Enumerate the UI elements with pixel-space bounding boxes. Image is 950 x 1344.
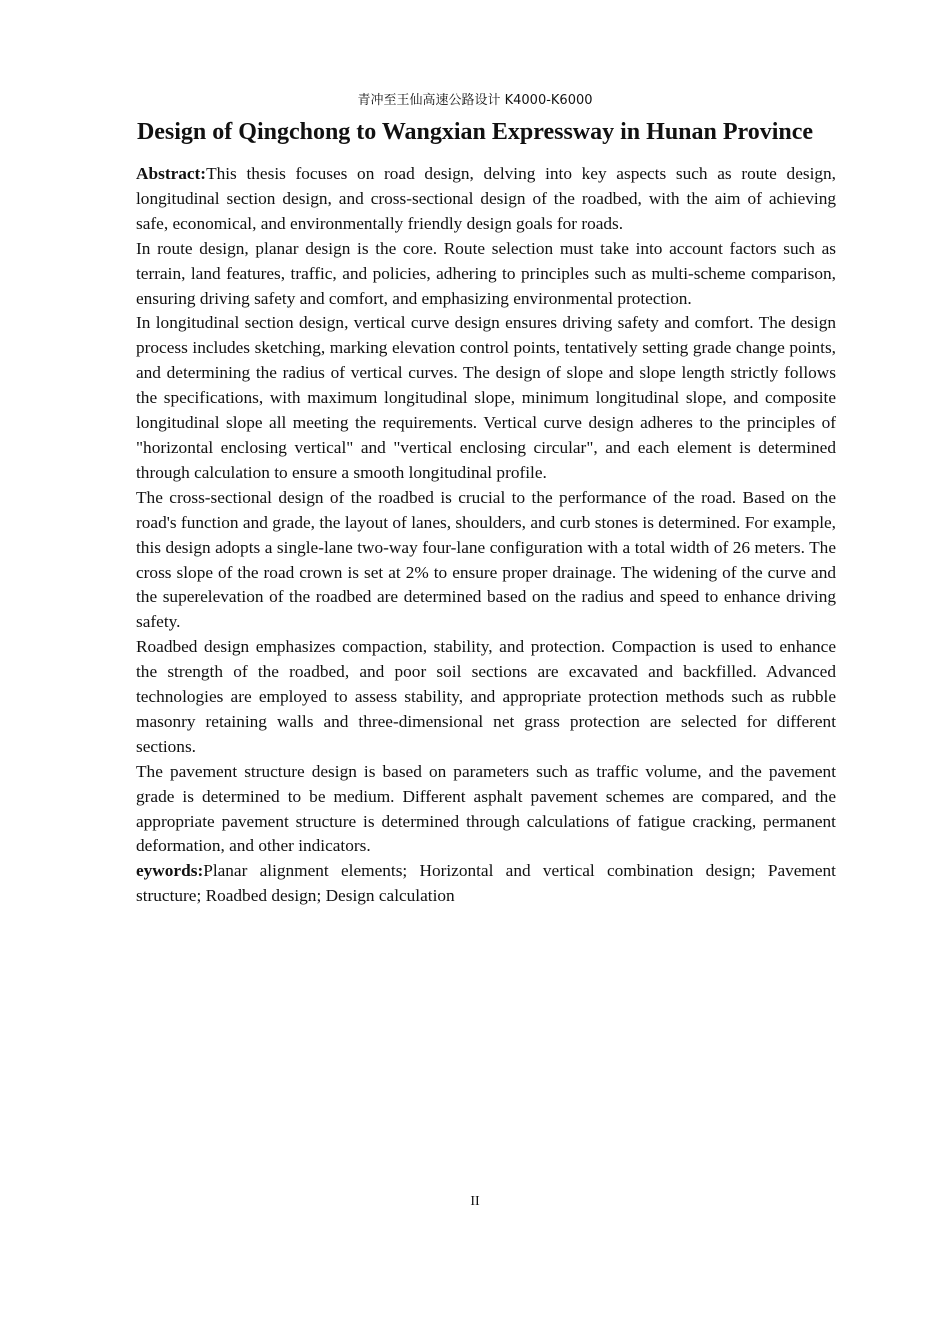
- abstract-first-paragraph-text: This thesis focuses on road design, delving into key aspects such as route design, longitudinal section design, and cross-sectional design of the roadbed, with the aim of achieving safe, economical, and environmentally friendly design goals for roads.: [136, 164, 836, 233]
- cross-section-paragraph: The cross-sectional design of the roadbed is crucial to the performance of the road. Based on the road's function and grade, the layout of lanes, shoulders, and curb stones is determined. For example, this design adopts a single-lane two-way four-lane configuration with a total width of 26 meters. The cross slope of the road crown is set at 2% to ensure proper drainage. The widening of the curve and the superelevation of the roadbed are determined based on the radius and speed to enhance driving safety.: [136, 487, 836, 632]
- keywords-text: Planar alignment elements; Horizontal and vertical combination design; Pavement structure; Roadbed design; Design calculation: [136, 861, 836, 906]
- keywords-label: eywords:: [136, 861, 204, 881]
- abstract-paragraph: [136, 162, 836, 237]
- running-header: 青冲至王仙高速公路设计 K4000-K6000: [357, 93, 593, 108]
- abstract-label: Abstract:: [136, 164, 207, 183]
- pavement-structure-paragraph: The pavement structure design is based on parameters such as traffic volume, and the pavement grade is determined to be medium. Different asphalt pavement schemes are compared, and the appropriate pavement structure is determined through calculations of fatigue cracking, permanent deformation, and other indicators.: [136, 761, 836, 856]
- longitudinal-section-paragraph: In longitudinal section design, vertical curve design ensures driving safety and comfort. The design process includes sketching, marking elevation control points, tentatively setting grade change points, and determining the radius of vertical curves. The design of slope and slope length strictly follows the specifications, with maximum longitudinal slope, minimum longitudinal slope, and composite longitudinal slope all meeting the requirements. Vertical curve design adheres to the principles of "horizontal enclosing vertical" and "vertical enclosing circular", and each element is determined through calculation to ensure a smooth longitudinal profile.: [136, 313, 836, 482]
- keywords-paragraph: [136, 859, 836, 909]
- document-title: Design of Qingchong to Wangxian Expressway in Hunan Province: [136, 119, 814, 145]
- route-design-paragraph: In route design, planar design is the core. Route selection must take into account factors such as terrain, land features, traffic, and policies, adhering to principles such as multi-scheme comparison, ensuring driving safety and comfort, and emphasizing environmental protection.: [136, 238, 836, 308]
- abstract-body: [136, 162, 836, 909]
- roadbed-design-paragraph: Roadbed design emphasizes compaction, stability, and protection. Compaction is used to enhance the strength of the roadbed, and poor soil sections are excavated and backfilled. Advanced technologies are employed to assess stability, and appropriate protection methods such as rubble masonry retaining walls and three-dimensional net grass protection are selected for different sections.: [136, 637, 836, 756]
- page-number: II: [470, 1194, 480, 1209]
